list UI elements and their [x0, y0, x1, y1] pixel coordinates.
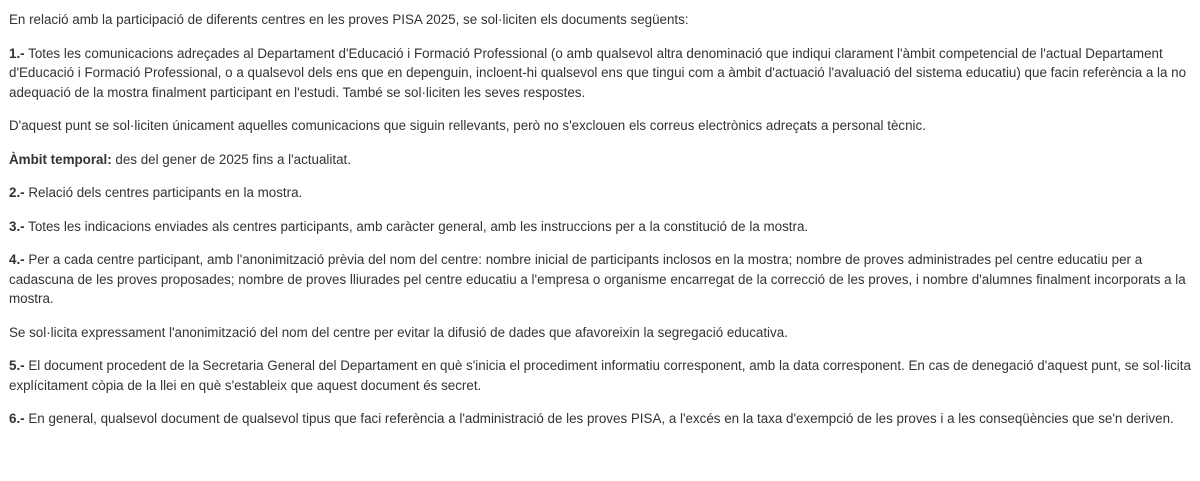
- item-3-text: Totes les indicacions enviades als centres participants, amb caràcter general, amb les instruccions per a la constitució de la mostra.: [24, 218, 809, 234]
- item-4-note: [9, 323, 1191, 343]
- temporal-scope-label: Àmbit temporal:: [9, 151, 112, 167]
- temporal-scope-text: des del gener de 2025 fins a l'actualitat.: [111, 151, 351, 167]
- item-2-number: 2.-: [9, 185, 25, 200]
- item-1-number: 1.-: [9, 45, 25, 61]
- item-1-note: [9, 116, 1191, 136]
- item-2-text: Relació dels centres participants en la mostra.: [24, 185, 303, 200]
- item-1-text: Totes les comunicacions adreçades al Departament d'Educació i Formació Professional (o amb qualsevol altra denominació que indiqui clarament l'àmbit competencial de l'actual Departament d'Educació i Formació Professional, o a qualsevol dels ens que en depenguin, incloent-hi qualsevol ens que tingui com a àmbit d'actuació l'avaluació del sistema educatiu) que facin referència a la no adequació de la mostra finalment participant en l'estudi. També se sol·liciten les seves respostes.: [9, 45, 1187, 100]
- item-3: [9, 217, 1191, 237]
- item-2: [9, 183, 1191, 203]
- item-1: [9, 44, 1191, 103]
- intro-paragraph: En relació amb la participació de diferents centres en les proves PISA 2025, se sol·liciten els documents següents:: [9, 12, 689, 27]
- item-6-text: En general, qualsevol document de qualsevol tipus que faci referència a l'administració de les proves PISA, a l'excés en la taxa d'exempció de les proves i a les conseqüències que se'n deriven.: [24, 411, 1174, 426]
- item-4-number: 4.-: [9, 252, 25, 267]
- item-5-text: El document procedent de la Secretaria General del Departament en què s'inicia el procediment informatiu corresponent, amb la data corresponent. En cas de denegació d'aquest punt, se sol·licita explícitament còpia de la llei en què s'estableix que aquest document és secret.: [9, 358, 1191, 393]
- item-5: [9, 356, 1191, 395]
- item-1-note-text: D'aquest punt se sol·liciten únicament aquelles comunicacions que siguin rellevants, però no s'exclouen els correus electrònics adreçats a personal tècnic.: [9, 118, 926, 133]
- item-6-number: 6.-: [9, 411, 25, 426]
- item-5-number: 5.-: [9, 358, 25, 373]
- item-4-text: Per a cada centre participant, amb l'anonimització prèvia del nom del centre: nombre inicial de participants inclosos en la mostra; nombre de proves administrades pel centre educatiu per a cadascuna de les proves proposades; nombre de proves lliurades pel centre educatiu a l'empresa o organisme encarregat de la correcció de les proves, i nombre d'alumnes finalment incorporats a la mostra.: [9, 252, 1186, 306]
- item-4-note-text: Se sol·licita expressament l'anonimització del nom del centre per evitar la difusió de dades que afavoreixin la segregació educativa.: [9, 324, 788, 340]
- temporal-scope: [9, 150, 1191, 170]
- item-4: [9, 250, 1191, 309]
- item-6: [9, 409, 1191, 429]
- item-3-number: 3.-: [9, 218, 25, 234]
